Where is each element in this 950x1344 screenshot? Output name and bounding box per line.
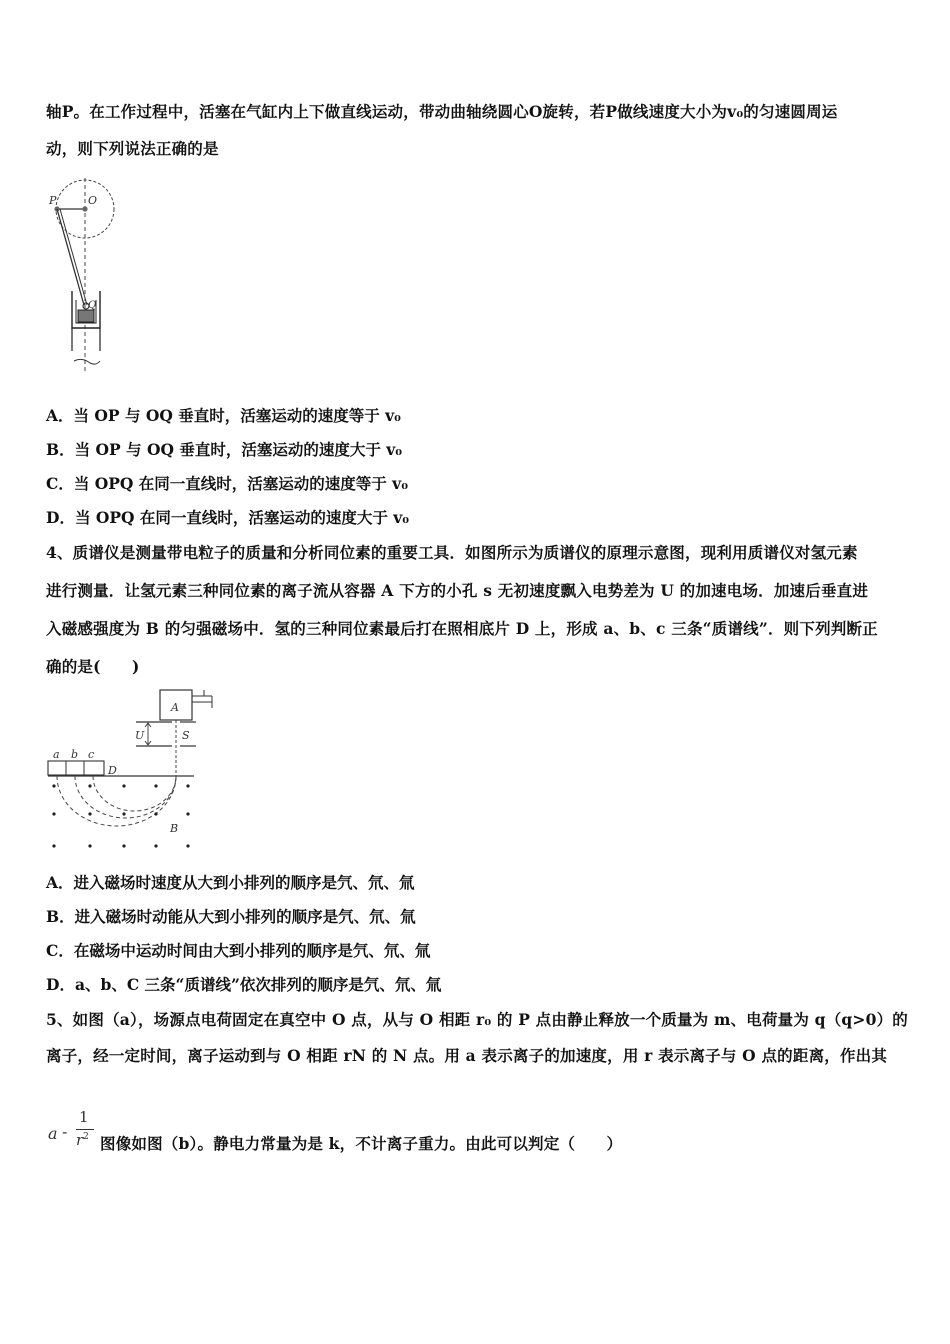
label-b: b [71, 748, 79, 761]
q3-option-b: B．当 OP 与 OQ 垂直时，活塞运动的速度大于 v₀ [46, 440, 403, 459]
label-b-field: B [170, 822, 179, 835]
label-p: P [49, 194, 57, 207]
label-o: O [88, 194, 98, 207]
label-u: U [135, 729, 145, 742]
q4-option-c: C．在磁场中运动时间由大到小排列的顺序是氕、氘、氚 [46, 941, 431, 960]
q3-option-a: A．当 OP 与 OQ 垂直时，活塞运动的速度等于 v₀ [46, 406, 401, 425]
formula-a: a [48, 1124, 58, 1143]
q4-option-d: D．a、b、C 三条“质谱线”依次排列的顺序是氕、氘、氚 [46, 975, 442, 994]
label-container-a: A [171, 701, 179, 714]
q3-text-line-1: 轴P。在工作过程中，活塞在气缸内上下做直线运动，带动曲轴绕圆心O旋转，若P做线速度大小为v₀的匀速圆周运 [46, 102, 838, 121]
fraction-bar [76, 1129, 94, 1130]
formula-denominator: $r^2$ [76, 1131, 89, 1149]
q4-option-b: B．进入磁场时动能从大到小排列的顺序是氕、氘、氚 [46, 907, 416, 926]
a-vs-inverse-r-squared-formula [46, 1108, 102, 1158]
q4-text-line-2: 进行测量．让氢元素三种同位素的离子流从容器 A 下方的小孔 s 无初速度飘入电势差为 U 的加速电场．加速后垂直进 [46, 581, 869, 600]
mass-spectrometer-diagram [44, 686, 224, 858]
formula-dash: - [62, 1122, 68, 1141]
label-c: c [88, 748, 95, 761]
q4-text-line-3: 入磁感强度为 B 的匀强磁场中．氢的三种同位素最后打在照相底片 D 上，形成 a、b、c 三条“质谱线”．则下列判断正 [46, 619, 878, 638]
q5-text-line-2: 离子，经一定时间，离子运动到与 O 相距 rN 的 N 点。用 a 表示离子的加速度，用 r 表示离子与 O 点的距离，作出其 [46, 1046, 888, 1065]
label-d: D [108, 764, 117, 777]
q5-text-line-1: 5、如图（a），场源点电荷固定在真空中 O 点，从与 O 相距 r₀ 的 P 点由静止释放一个质量为 m、电荷量为 q（q>0）的 [46, 1010, 909, 1029]
q3-option-c: C．当 OPQ 在同一直线时，活塞运动的速度等于 v₀ [46, 474, 408, 493]
q4-text-line-4: 确的是( ) [46, 657, 140, 676]
label-s: S [182, 729, 190, 742]
q3-text-line-2: 动，则下列说法正确的是 [46, 139, 219, 158]
q5-text-line-3: 图像如图（b）。静电力常量为是 k，不计离子重力。由此可以判定（ ） [100, 1134, 623, 1153]
q4-option-a: A．进入磁场时速度从大到小排列的顺序是氕、氘、氚 [46, 873, 415, 892]
label-q: Q [88, 300, 97, 311]
formula-numerator: 1 [79, 1108, 89, 1126]
q4-text-line-1: 4、质谱仪是测量带电粒子的质量和分析同位素的重要工具．如图所示为质谱仪的原理示意图，现利用质谱仪对氢元素 [46, 543, 858, 562]
label-a: a [53, 748, 60, 761]
q3-option-d: D．当 OPQ 在同一直线时，活塞运动的速度大于 v₀ [46, 508, 410, 527]
crank-piston-diagram [44, 176, 124, 376]
